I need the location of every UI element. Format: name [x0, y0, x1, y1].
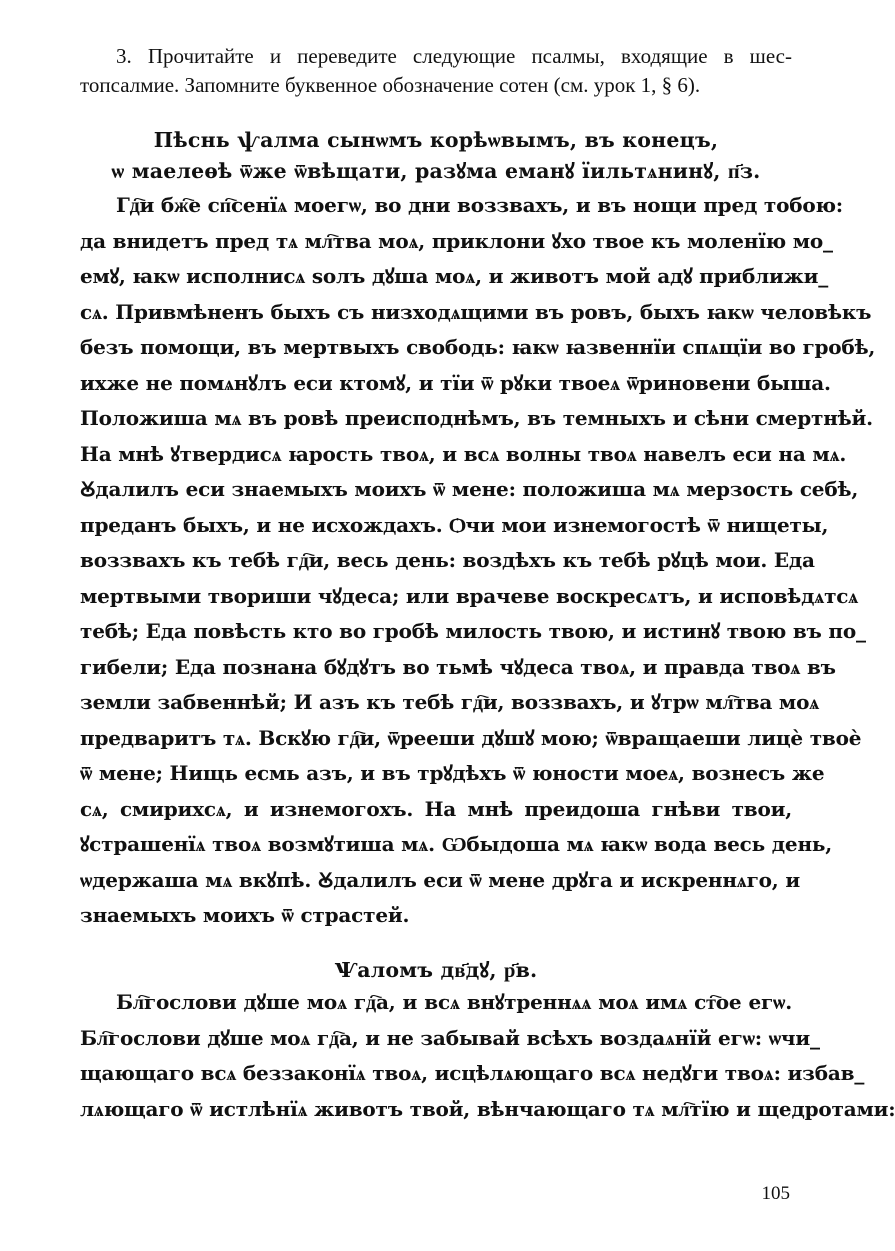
text-line: На мнѣ ꙋтвердисѧ ꙗрость твоѧ, и всѧ волны твоѧ навелъ еси на мѧ. — [80, 441, 847, 466]
psalm-102-text — [80, 985, 895, 1127]
text-line: щающаго всѧ беззаконїѧ твоѧ, исцѣлѧющаго всѧ недꙋги твоѧ: избав_ — [80, 1061, 865, 1085]
text-line: Гд҇и бж҇е сп҇сенїѧ моегѡ, во дни воззвахъ, и въ нощи пред тобою: — [116, 193, 843, 217]
text-line: мертвыми твориши чꙋдеса; или врачеве воскресѧтъ, и исповѣдѧтсѧ — [80, 583, 859, 608]
text-line: знаемыхъ моихъ ѿ страстей. — [80, 903, 410, 927]
text-line: ꙋстрашенїѧ твоѧ возмꙋтиша мѧ. Ѡбыдоша мѧ ꙗкѡ вода весь день, — [80, 832, 833, 856]
text-line: Положиша мѧ въ ровѣ преисподнѣмъ, въ темныхъ и сѣни смертнѣй. — [80, 406, 873, 430]
text-line: безъ помощи, въ мертвыхъ свободь: ꙗкѡ ꙗзвеннїи спѧщїи во гробѣ, — [80, 335, 876, 359]
psalm-87-subheading: ѡ маелеѳѣ ѿже ѿвѣщати, разꙋма еманꙋ їильтѧнинꙋ, п҃з. — [111, 159, 761, 183]
text-line: емꙋ, ꙗкѡ исполнисѧ ѕолъ дꙋша моѧ, и животъ мой адꙋ приближи_ — [80, 264, 829, 288]
exercise-instruction — [80, 42, 792, 100]
text-line: да внидетъ пред тѧ мл҇тва моѧ, приклони ꙋхо твое къ моленїю мо_ — [80, 228, 833, 253]
text-line: ѿ мене; Нищь есмь азъ, и въ трꙋдѣхъ ѿ юности моеѧ, вознесъ же — [80, 761, 825, 785]
text-line: ихже не помѧнꙋлъ еси ктомꙋ, и тїи ѿ рꙋки твоеѧ ѿриновени быша. — [80, 370, 831, 395]
text-line: предваритъ тѧ. Вскꙋю гд҇и, ѿрееши дꙋшꙋ мою; ѿвращаеши лицѐ твоѐ — [80, 725, 862, 750]
psalm-87-heading: Пѣснь ѱалма сынѡмъ корѣѡвымъ, въ конецъ, — [153, 128, 719, 152]
text-line: Бл҇гослови дꙋше моѧ гд҇а, и всѧ внꙋтреннѧѧ моѧ имѧ ст҇ое егѡ. — [116, 990, 792, 1014]
text-line: воззвахъ къ тебѣ гд҇и, весь день: воздѣхъ къ тебѣ рꙋцѣ мои. Еда — [80, 548, 815, 572]
text-line: Ꙋдалилъ еси знаемыхъ моихъ ѿ мене: положиша мѧ мерзость себѣ, — [80, 477, 859, 501]
text-line: земли забвеннѣй; И азъ къ тебѣ гд҇и, воззвахъ, и ꙋтрѡ мл҇тва моѧ — [80, 690, 820, 714]
text-line: сѧ. Привмѣненъ быхъ съ низходѧщими въ ровъ, быхъ ꙗкѡ человѣкъ — [80, 299, 872, 324]
text-line: тебѣ; Еда повѣсть кто во гробѣ милость твою, и истинꙋ твою въ по_ — [80, 619, 866, 643]
instruction-line: 3. Прочитайте и переведите следующие псалмы, входящие в шес- — [116, 44, 792, 68]
page-number: 105 — [761, 1183, 790, 1204]
text-line: ѡдержаша мѧ вкꙋпѣ. Ꙋдалилъ еси ѿ мене дрꙋга и искреннѧго, и — [80, 867, 800, 892]
psalm-87-text — [80, 188, 876, 934]
text-line: лѧющаго ѿ истлѣнїѧ животъ твой, вѣнчающаго тѧ мл҇тїю и щедротами: — [80, 1096, 895, 1121]
text-line: сѧ, смирихсѧ, и изнемогохъ. На мнѣ преидоша гнѣви твои, — [80, 796, 792, 821]
text-line: Бл҇гослови дꙋше моѧ гд҇а, и не забывай всѣхъ воздаѧнїй егѡ: ѡчи_ — [80, 1025, 820, 1050]
instruction-line: топсалмие. Запомните буквенное обозначение сотен (см. урок 1, § 6). — [80, 73, 701, 97]
text-line: гибели; Еда познана бꙋдꙋтъ во тьмѣ чꙋдеса твоѧ, и правда твоѧ въ — [80, 654, 836, 679]
psalm-102-heading: Ѱаломъ дв҃дꙋ, р҃в. — [334, 958, 538, 982]
text-line: преданъ быхъ, и не исхождахъ. Ѻчи мои изнемогостѣ ѿ нищеты, — [80, 512, 829, 537]
